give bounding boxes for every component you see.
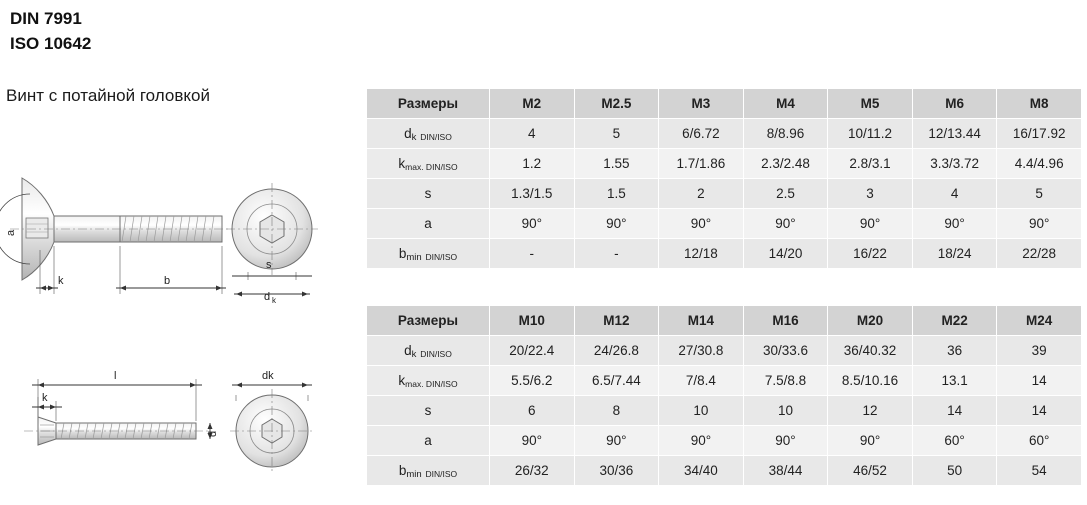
cell: -: [490, 239, 575, 269]
spec-table-2-wrapper: [366, 305, 1082, 486]
cell: 6/6.72: [659, 119, 744, 149]
row-label: a: [367, 426, 490, 456]
cell: 38/44: [743, 456, 828, 486]
cell: 1.3/1.5: [490, 179, 575, 209]
table-row: [367, 456, 1082, 486]
drawing-bottom: [0, 355, 360, 500]
drawing-label-dk-sub: k: [272, 296, 276, 305]
header-cell-1: M10: [490, 306, 575, 336]
cell: 6.5/7.44: [574, 366, 659, 396]
cell: 5: [574, 119, 659, 149]
table-row: [367, 239, 1082, 269]
header-cell-6: M6: [912, 89, 997, 119]
table-row: [367, 366, 1082, 396]
cell: 1.7/1.86: [659, 149, 744, 179]
cell: 90°: [490, 209, 575, 239]
header-cell-4: M16: [743, 306, 828, 336]
table-row: [367, 396, 1082, 426]
left-illustration-column: [0, 0, 360, 500]
cell: 24/26.8: [574, 336, 659, 366]
drawing-label-d: d: [207, 430, 219, 437]
cell: 90°: [659, 209, 744, 239]
cell: 34/40: [659, 456, 744, 486]
cell: 27/30.8: [659, 336, 744, 366]
header-cell-2: M12: [574, 306, 659, 336]
table-row: [367, 149, 1082, 179]
cell: 14: [997, 366, 1082, 396]
cell: 8/8.96: [743, 119, 828, 149]
header-cell-3: M3: [659, 89, 744, 119]
header-cell-2: M2.5: [574, 89, 659, 119]
cell: 4: [490, 119, 575, 149]
cell: 4.4/4.96: [997, 149, 1082, 179]
spec-table-1-wrapper: [366, 88, 1082, 269]
header-cell-4: M4: [743, 89, 828, 119]
cell: 14: [912, 396, 997, 426]
cell: 12: [828, 396, 913, 426]
cell: 90°: [574, 426, 659, 456]
drawing-top: [0, 160, 360, 310]
cell: 10: [743, 396, 828, 426]
cell: 7/8.4: [659, 366, 744, 396]
cell: 90°: [659, 426, 744, 456]
cell: 54: [997, 456, 1082, 486]
row-label: s: [367, 179, 490, 209]
header-cell-7: M8: [997, 89, 1082, 119]
standard-din: DIN 7991: [10, 9, 82, 28]
cell: 60°: [912, 426, 997, 456]
cell: 12/13.44: [912, 119, 997, 149]
row-label: kmax. DIN/ISO: [367, 366, 490, 396]
header-cell-0: Размеры: [367, 89, 490, 119]
spec-table-2: [366, 305, 1082, 486]
row-label: dk DIN/ISO: [367, 336, 490, 366]
cell: 4: [912, 179, 997, 209]
cell: 13.1: [912, 366, 997, 396]
cell: 2.8/3.1: [828, 149, 913, 179]
cell: 22/28: [997, 239, 1082, 269]
cell: 18/24: [912, 239, 997, 269]
cell: 90°: [743, 209, 828, 239]
cell: 36/40.32: [828, 336, 913, 366]
cell: 1.5: [574, 179, 659, 209]
cell: 50: [912, 456, 997, 486]
spec-table-1: [366, 88, 1082, 269]
cell: 30/36: [574, 456, 659, 486]
row-label: kmax. DIN/ISO: [367, 149, 490, 179]
header-cell-0: Размеры: [367, 306, 490, 336]
cell: 2: [659, 179, 744, 209]
cell: -: [574, 239, 659, 269]
cell: 20/22.4: [490, 336, 575, 366]
table-row: [367, 209, 1082, 239]
cell: 12/18: [659, 239, 744, 269]
row-label: dk DIN/ISO: [367, 119, 490, 149]
cell: 3: [828, 179, 913, 209]
table-header-row: [367, 89, 1082, 119]
cell: 10/11.2: [828, 119, 913, 149]
cell: 90°: [997, 209, 1082, 239]
standards-block: [10, 6, 91, 56]
row-label: bmin DIN/ISO: [367, 239, 490, 269]
header-cell-3: M14: [659, 306, 744, 336]
header-cell-5: M5: [828, 89, 913, 119]
cell: 26/32: [490, 456, 575, 486]
cell: 10: [659, 396, 744, 426]
drawing-label-k2: k: [42, 392, 48, 404]
table-row: [367, 336, 1082, 366]
cell: 90°: [490, 426, 575, 456]
row-label: s: [367, 396, 490, 426]
cell: 5.5/6.2: [490, 366, 575, 396]
cell: 39: [997, 336, 1082, 366]
drawing-label-l: l: [114, 370, 117, 382]
header-cell-6: M22: [912, 306, 997, 336]
table-header-row: [367, 306, 1082, 336]
cell: 16/22: [828, 239, 913, 269]
cell: 14: [997, 396, 1082, 426]
drawing-label-a: a: [5, 229, 17, 236]
cell: 3.3/3.72: [912, 149, 997, 179]
drawing-label-dk: d: [264, 291, 271, 303]
cell: 90°: [828, 426, 913, 456]
cell: 46/52: [828, 456, 913, 486]
table-row: [367, 179, 1082, 209]
header-cell-1: M2: [490, 89, 575, 119]
row-label: a: [367, 209, 490, 239]
drawing-label-dk2: dk: [262, 370, 274, 382]
cell: 6: [490, 396, 575, 426]
page-title: Винт с потайной головкой: [6, 86, 210, 105]
table-row: [367, 119, 1082, 149]
cell: 8.5/10.16: [828, 366, 913, 396]
cell: 16/17.92: [997, 119, 1082, 149]
cell: 1.2: [490, 149, 575, 179]
cell: 2.3/2.48: [743, 149, 828, 179]
table-row: [367, 426, 1082, 456]
cell: 8: [574, 396, 659, 426]
drawing-label-b: b: [164, 275, 171, 287]
drawing-label-k: k: [58, 275, 64, 287]
cell: 90°: [828, 209, 913, 239]
cell: 36: [912, 336, 997, 366]
standard-iso: ISO 10642: [10, 34, 92, 53]
cell: 90°: [912, 209, 997, 239]
drawing-label-s: s: [266, 259, 272, 271]
header-cell-7: M24: [997, 306, 1082, 336]
cell: 2.5: [743, 179, 828, 209]
cell: 1.55: [574, 149, 659, 179]
cell: 30/33.6: [743, 336, 828, 366]
row-label: bmin DIN/ISO: [367, 456, 490, 486]
cell: 14/20: [743, 239, 828, 269]
cell: 90°: [574, 209, 659, 239]
cell: 7.5/8.8: [743, 366, 828, 396]
cell: 90°: [743, 426, 828, 456]
header-cell-5: M20: [828, 306, 913, 336]
cell: 5: [997, 179, 1082, 209]
cell: 60°: [997, 426, 1082, 456]
